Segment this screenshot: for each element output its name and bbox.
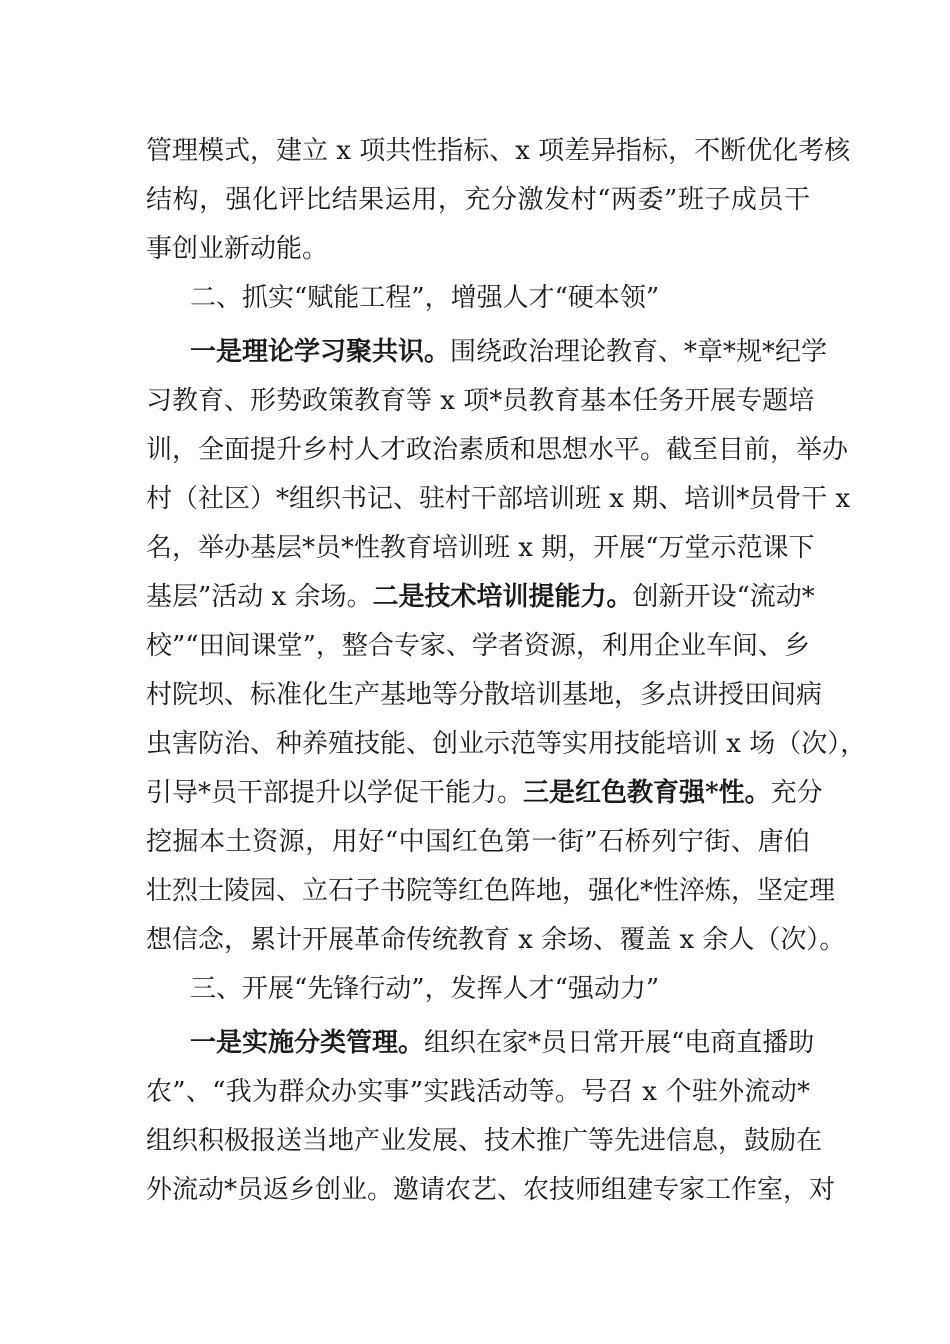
text-run: 事创业新动能。: [146, 234, 329, 264]
bold-lead: 三是红色教育强*性。: [523, 778, 771, 808]
section-heading-2: [190, 273, 810, 323]
text-run: 虫害防治、种养殖技能、创业示范等实用技能培训 x 场（次），: [146, 729, 867, 759]
body-line: [190, 327, 828, 377]
body-line: [146, 915, 846, 965]
bold-lead: 二是技术培训提能力。: [372, 582, 633, 612]
text-run: 村院坝、标准化生产基地等分散培训基地，多点讲授田间病: [146, 680, 823, 710]
body-line: [146, 768, 823, 818]
text-run: 校”“田间课堂”，整合专家、学者资源，利用企业车间、乡: [146, 631, 810, 661]
body-line: [146, 621, 810, 671]
text-run: 围绕政治理论教育、*章*规*纪学: [450, 337, 828, 367]
text-run: 组织积极报送当地产业发展、技术推广等先进信息，鼓励在: [146, 1126, 823, 1156]
body-line: [146, 1067, 810, 1117]
body-line: [146, 126, 851, 176]
text-run: 外流动*员返乡创业。邀请农艺、农技师组建专家工作室，对: [146, 1175, 836, 1205]
text-run: 习教育、形势政策教育等 x 项*员教育基本任务开展专题培: [146, 386, 815, 416]
body-line: [146, 425, 849, 475]
text-run: 挖掘本土资源，用好“中国红色第一街”石桥列宁街、唐伯: [146, 827, 810, 857]
text-run: 结构，强化评比结果运用，充分激发村“两委”班子成员干: [146, 185, 810, 215]
body-line: [146, 474, 851, 524]
body-line: [190, 1018, 815, 1068]
text-run: 创新开设“流动*: [632, 582, 815, 612]
text-run: 引导*员干部提升以学促干能力。: [146, 778, 524, 808]
body-line: [146, 719, 867, 769]
body-line: [146, 1165, 836, 1215]
text-run: 名，举办基层*员*性教育培训班 x 期，开展“万堂示范课下: [146, 533, 815, 563]
section-heading-3: [190, 964, 810, 1014]
body-line: [146, 523, 815, 573]
body-line: [146, 1116, 823, 1166]
text-run: 组织在家*员日常开展“电商直播助: [424, 1028, 815, 1058]
body-line: [146, 572, 815, 622]
body-line: [146, 175, 810, 225]
text-run: 壮烈士陵园、立石子书院等红色阵地，强化*性淬炼，坚定理: [146, 876, 836, 906]
text-run: 管理模式，建立 x 项共性指标、x 项差异指标，不断优化考核: [146, 136, 851, 166]
bold-lead: 一是理论学习聚共识。: [190, 337, 451, 367]
body-line: [146, 670, 823, 720]
heading-text: 二、抓实“赋能工程”，增强人才“硬本领”: [190, 283, 660, 313]
heading-text: 三、开展“先锋行动”，发挥人才“强动力”: [190, 974, 660, 1004]
body-line: [146, 376, 815, 426]
body-line: [146, 224, 810, 274]
body-line: [146, 817, 810, 867]
text-run: 充分: [770, 778, 823, 808]
text-run: 训，全面提升乡村人才政治素质和思想水平。截至目前，举办: [146, 435, 849, 465]
bold-lead: 一是实施分类管理。: [190, 1028, 425, 1058]
text-run: 村（社区）*组织书记、驻村干部培训班 x 期、培训*员骨干 x: [146, 484, 851, 514]
text-run: 农”、“我为群众办实事”实践活动等。号召 x 个驻外流动*: [146, 1077, 810, 1107]
text-run: 基层”活动 x 余场。: [146, 582, 373, 612]
text-run: 想信念，累计开展革命传统教育 x 余场、覆盖 x 余人（次）。: [146, 925, 846, 955]
body-line: [146, 866, 836, 916]
